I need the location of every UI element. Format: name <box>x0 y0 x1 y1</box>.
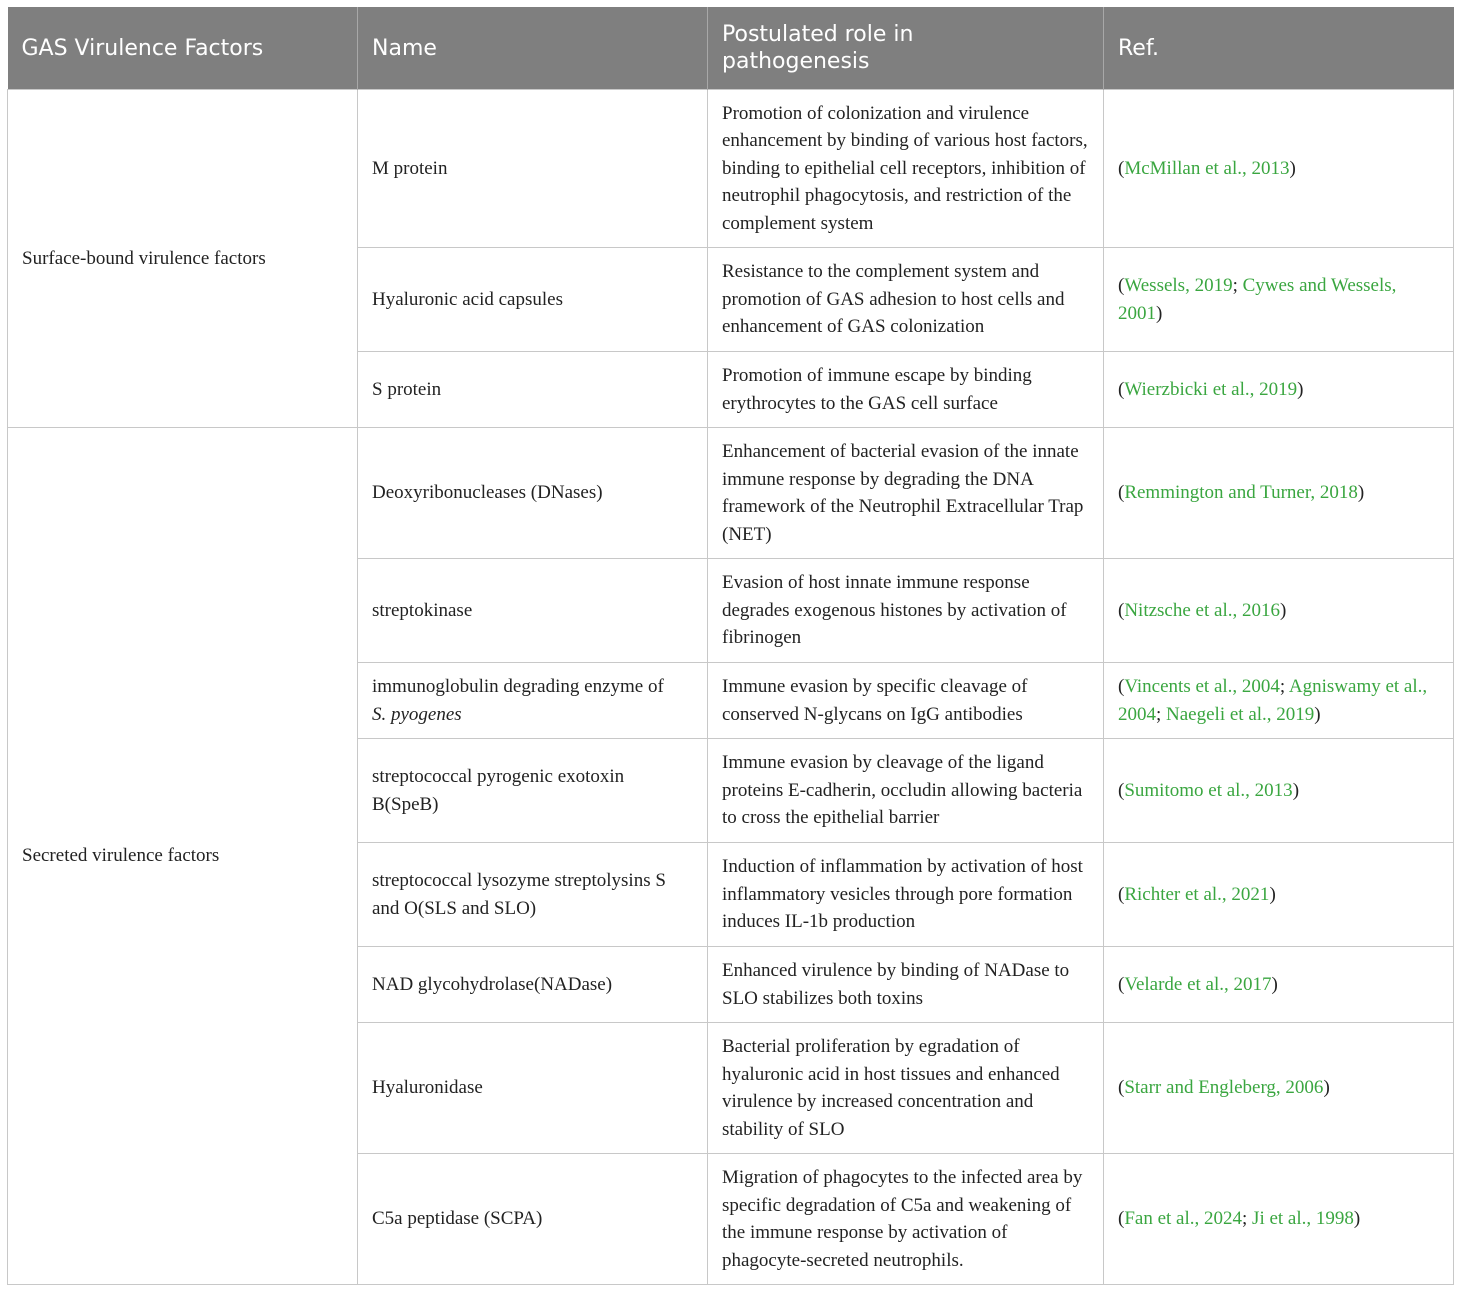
ref-open-paren: ( <box>1118 599 1125 621</box>
citation-link[interactable]: Starr and Engleberg, 2006 <box>1124 1077 1324 1099</box>
factor-name: streptococcal pyrogenic exotoxin B(SpeB) <box>358 739 708 843</box>
ref-open-paren: ( <box>1118 275 1125 296</box>
citation-link[interactable]: Wessels, 2019 <box>1124 275 1233 296</box>
factor-refs <box>1104 1023 1454 1154</box>
ref-close-paren: ) <box>1314 703 1321 725</box>
factor-refs <box>1104 248 1454 352</box>
ref-open-paren: ( <box>1118 883 1125 905</box>
ref-close-paren: ) <box>1292 779 1300 801</box>
factor-refs <box>1104 559 1454 663</box>
ref-close-paren: ) <box>1269 883 1276 905</box>
ref-close-paren: ) <box>1323 1077 1330 1099</box>
header-row <box>8 7 1454 90</box>
virulence-factors-table <box>7 7 1454 1285</box>
factor-name: streptokinase <box>358 559 708 663</box>
ref-close-paren: ) <box>1279 599 1287 621</box>
header-name: Name <box>358 7 708 90</box>
factor-name: M protein <box>358 90 708 248</box>
ref-open-paren: ( <box>1118 1077 1125 1099</box>
factor-role: Promotion of colonization and virulence enhancement by binding of various host factors, binding to epithelial cell receptors, inhibition of neutrophil phagocytosis, and restriction of the complement system <box>708 90 1104 248</box>
citation-link[interactable]: Richter et al., 2021 <box>1124 883 1270 905</box>
factor-name: NAD glycohydrolase(NADase) <box>358 947 708 1023</box>
ref-close-paren: ) <box>1357 482 1365 504</box>
factor-role: Bacterial proliferation by egradation of hyaluronic acid in host tissues and enhanced virulence by increased concentration and stability of SLO <box>708 1023 1104 1154</box>
factor-refs <box>1104 739 1454 843</box>
citation-link[interactable]: Wierzbicki et al., 2019 <box>1124 378 1298 400</box>
factor-refs <box>1104 843 1454 947</box>
species-name: S. pyogenes <box>372 703 462 725</box>
ref-close-paren: ) <box>1289 157 1296 179</box>
citation-link[interactable]: McMillan et al., 2013 <box>1124 157 1290 179</box>
factor-refs <box>1104 428 1454 559</box>
ref-separator: ; <box>1279 676 1289 697</box>
factor-refs <box>1104 90 1454 248</box>
ref-close-paren: ) <box>1353 1208 1361 1230</box>
factor-role: Promotion of immune escape by binding erythrocytes to the GAS cell surface <box>708 352 1104 428</box>
factor-name: Hyaluronidase <box>358 1023 708 1154</box>
citation-link[interactable]: Naegeli et al., 2019 <box>1166 703 1315 725</box>
header-role-label: Postulated role in pathogenesis <box>722 22 914 74</box>
factor-refs <box>1104 947 1454 1023</box>
factor-role: Migration of phagocytes to the infected area by specific degradation of C5a and weakening of the immune response by activation of phagocyte-secreted neutrophils. <box>708 1154 1104 1285</box>
factor-name: Deoxyribonucleases (DNases) <box>358 428 708 559</box>
factor-name: streptococcal lysozyme streptolysins S and O(SLS and SLO) <box>358 843 708 947</box>
ref-open-paren: ( <box>1118 1208 1125 1230</box>
citation-link[interactable]: Agniswamy et al., 2004 <box>1118 676 1428 725</box>
factor-role: Immune evasion by cleavage of the ligand proteins E-cadherin, occludin allowing bacteria to cross the epithelial barrier <box>708 739 1104 843</box>
factor-name: Hyaluronic acid capsules <box>358 248 708 352</box>
header-virulence-factors: GAS Virulence Factors <box>8 7 358 90</box>
citation-link[interactable]: Ji et al., 1998 <box>1252 1208 1354 1230</box>
factor-name: S protein <box>358 352 708 428</box>
table-row <box>8 90 1454 248</box>
citation-link[interactable]: Vincents et al., 2004 <box>1124 676 1280 697</box>
ref-close-paren: ) <box>1271 973 1278 995</box>
ref-open-paren: ( <box>1118 676 1125 697</box>
factor-name <box>358 663 708 739</box>
factor-refs <box>1104 352 1454 428</box>
citation-link[interactable]: Cywes and Wessels, 2001 <box>1118 275 1397 324</box>
factor-role: Evasion of host innate immune response degrades exogenous histones by activation of fibrinogen <box>708 559 1104 663</box>
ref-separator: ; <box>1232 275 1243 296</box>
factor-role: Resistance to the complement system and promotion of GAS adhesion to host cells and enhancement of GAS colonization <box>708 248 1104 352</box>
citation-link[interactable]: Nitzsche et al., 2016 <box>1124 599 1280 621</box>
ref-close-paren: ) <box>1297 378 1304 400</box>
citation-link[interactable]: Fan et al., 2024 <box>1124 1208 1243 1230</box>
factor-role: Enhanced virulence by binding of NADase to SLO stabilizes both toxins <box>708 947 1104 1023</box>
factor-role: Immune evasion by specific cleavage of conserved N-glycans on IgG antibodies <box>708 663 1104 739</box>
citation-link[interactable]: Velarde et al., 2017 <box>1124 973 1272 995</box>
group-secreted: Secreted virulence factors <box>8 428 358 1285</box>
factor-refs <box>1104 1154 1454 1285</box>
group-surface-bound: Surface-bound virulence factors <box>8 90 358 428</box>
ref-open-paren: ( <box>1118 779 1125 801</box>
factor-name: C5a peptidase (SCPA) <box>358 1154 708 1285</box>
table-row <box>8 428 1454 559</box>
citation-link[interactable]: Remmington and Turner, 2018 <box>1124 482 1358 504</box>
ref-open-paren: ( <box>1118 973 1125 995</box>
ref-open-paren: ( <box>1118 482 1125 504</box>
ref-open-paren: ( <box>1118 157 1125 179</box>
factor-name-text: immunoglobulin degrading enzyme of <box>372 676 664 697</box>
citation-link[interactable]: Sumitomo et al., 2013 <box>1124 779 1293 801</box>
ref-separator: ; <box>1156 703 1167 725</box>
header-ref: Ref. <box>1104 7 1454 90</box>
factor-refs <box>1104 663 1454 739</box>
header-role <box>708 7 1104 90</box>
ref-open-paren: ( <box>1118 378 1125 400</box>
factor-role: Enhancement of bacterial evasion of the innate immune response by degrading the DNA framework of the Neutrophil Extracellular Trap (NET) <box>708 428 1104 559</box>
ref-close-paren: ) <box>1156 302 1163 324</box>
ref-separator: ; <box>1242 1208 1253 1230</box>
factor-role: Induction of inflammation by activation of host inflammatory vesicles through pore formation induces IL-1b production <box>708 843 1104 947</box>
